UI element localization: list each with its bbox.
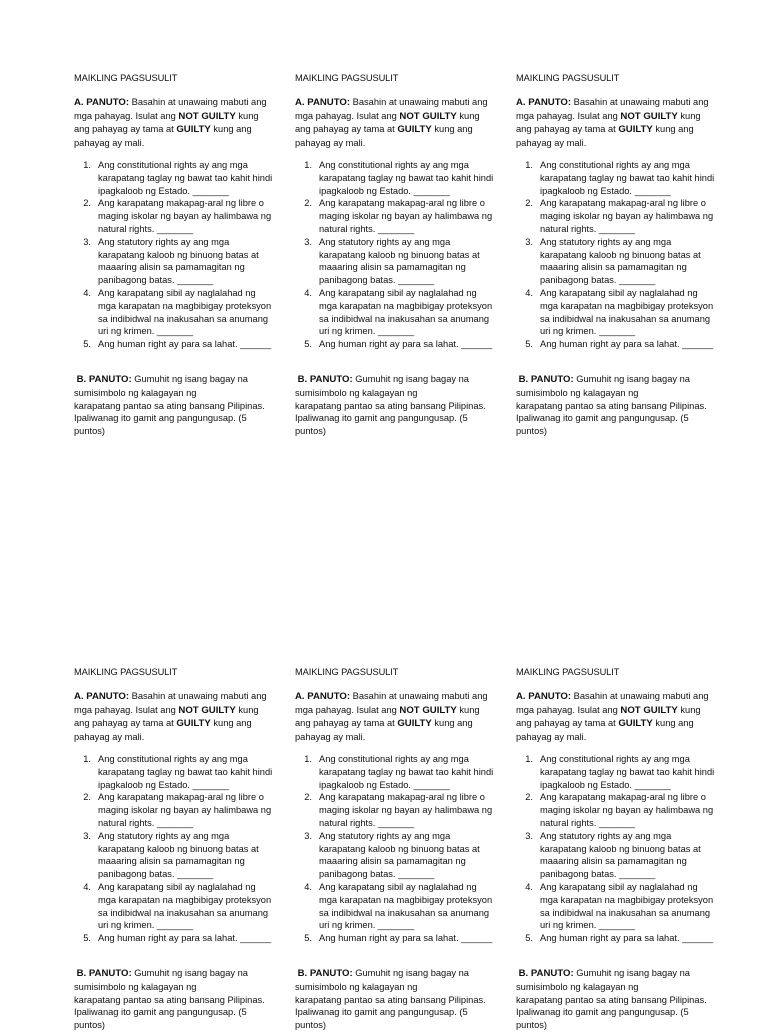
quiz-block-1 — [74, 68, 274, 438]
guilty-keyword: GUILTY — [397, 124, 432, 136]
item-number: 1. — [304, 159, 312, 170]
item-text: Ang karapatang sibil ay naglalahad ng mga karapatan na magbibigay proteksyon sa indibidwal na inakusahan sa anumang uri ng krimen. _______ — [98, 881, 272, 931]
item-text: Ang constitutional rights ay ang mga karapatang taglay ng bawat tao kahit hindi ipagkaloob ng Estado. _______ — [319, 753, 494, 790]
item-text: Ang karapatang makapag-aral ng libre o maging iskolar ng bayan ay halimbawa ng natural rights. _______ — [319, 198, 493, 234]
item-number: 4. — [525, 881, 533, 892]
part-b-text: Gumuhit ng isang bagay na — [573, 373, 690, 384]
part-a-instructions — [74, 690, 274, 744]
list-item — [516, 881, 716, 932]
part-a-text-1: Basahin at unawaing mabuti ang mga pahayag. Isulat ang — [516, 96, 709, 121]
item-text: Ang constitutional rights ay ang mga karapatang taglay ng bawat tao kahit hindi ipagkaloob ng Estado. _______ — [98, 159, 273, 196]
list-item — [516, 197, 716, 235]
list-item — [295, 753, 495, 791]
guilty-keyword: GUILTY — [618, 124, 653, 136]
part-b-line: sumisimbolo ng kalagayan ng — [74, 981, 197, 992]
list-item — [516, 791, 716, 829]
part-b-line: puntos) — [516, 426, 548, 437]
list-item — [74, 197, 274, 235]
part-b-line — [516, 967, 716, 981]
part-b-line: puntos) — [295, 426, 327, 437]
item-number: 4. — [525, 287, 533, 298]
part-b-line: karapatang pantao sa ating bansang Pilipinas. — [516, 400, 707, 411]
part-b-line: Ipaliwanag ito gamit ang pangungusap. (5 — [74, 1007, 247, 1018]
item-text: Ang karapatang sibil ay naglalahad ng mga karapatan na magbibigay proteksyon sa indibidwal na inakusahan sa anumang uri ng krimen. _______ — [540, 881, 714, 931]
part-a-text-1: Basahin at unawaing mabuti ang mga pahayag. Isulat ang — [74, 96, 267, 121]
part-b-line: karapatang pantao sa ating bansang Pilipinas. — [295, 994, 486, 1005]
part-a-text-1: Basahin at unawaing mabuti ang mga pahayag. Isulat ang — [74, 690, 267, 715]
part-a-instructions — [516, 96, 716, 150]
list-item — [295, 830, 495, 881]
part-b-line: puntos) — [516, 1020, 548, 1031]
part-b-line: Ipaliwanag ito gamit ang pangungusap. (5 — [516, 413, 689, 424]
part-b-line — [295, 967, 495, 981]
quiz-title: MAIKLING PAGSUSULIT — [295, 73, 399, 83]
quiz-title: MAIKLING PAGSUSULIT — [295, 667, 399, 677]
list-item — [74, 753, 274, 791]
list-item — [295, 791, 495, 829]
part-b-instructions — [516, 967, 716, 1032]
list-item — [74, 159, 274, 197]
part-a-text-2: kung ang pahayag ay tama at — [295, 110, 480, 135]
item-number: 1. — [83, 159, 91, 170]
item-text: Ang human right ay para sa lahat. ______ — [540, 933, 714, 944]
part-b-label: B. PANUTO: — [518, 373, 574, 385]
quiz-title: MAIKLING PAGSUSULIT — [516, 667, 620, 677]
part-b-label: B. PANUTO: — [518, 967, 574, 979]
list-item — [295, 236, 495, 287]
part-b-line: karapatang pantao sa ating bansang Pilipinas. — [74, 994, 265, 1005]
list-item — [74, 791, 274, 829]
quiz-block-2 — [295, 68, 495, 438]
item-text: Ang constitutional rights ay ang mga karapatang taglay ng bawat tao kahit hindi ipagkaloob ng Estado. _______ — [540, 753, 715, 790]
item-text: Ang karapatang makapag-aral ng libre o maging iskolar ng bayan ay halimbawa ng natural rights. _______ — [540, 792, 714, 828]
guilty-keyword: GUILTY — [176, 124, 211, 136]
part-b-instructions — [516, 373, 716, 438]
part-b-line: sumisimbolo ng kalagayan ng — [295, 387, 418, 398]
statement-list — [74, 159, 274, 351]
item-number: 1. — [525, 159, 533, 170]
item-text: Ang karapatang sibil ay naglalahad ng mga karapatan na magbibigay proteksyon sa indibidwal na inakusahan sa anumang uri ng krimen. _______ — [540, 287, 714, 337]
item-text: Ang human right ay para sa lahat. ______ — [319, 933, 493, 944]
part-b-text: Gumuhit ng isang bagay na — [573, 967, 690, 978]
part-a-text-1: Basahin at unawaing mabuti ang mga pahayag. Isulat ang — [295, 690, 488, 715]
item-text: Ang karapatang makapag-aral ng libre o maging iskolar ng bayan ay halimbawa ng natural rights. _______ — [540, 198, 714, 234]
list-item — [295, 287, 495, 338]
part-a-text-2: kung ang pahayag ay tama at — [74, 110, 259, 135]
item-text: Ang karapatang sibil ay naglalahad ng mga karapatan na magbibigay proteksyon sa indibidwal na inakusahan sa anumang uri ng krimen. _______ — [98, 287, 272, 337]
item-text: Ang constitutional rights ay ang mga karapatang taglay ng bawat tao kahit hindi ipagkaloob ng Estado. _______ — [98, 753, 273, 790]
part-b-line — [516, 373, 716, 387]
item-text: Ang human right ay para sa lahat. ______ — [98, 933, 272, 944]
item-text: Ang karapatang sibil ay naglalahad ng mga karapatan na magbibigay proteksyon sa indibidwal na inakusahan sa anumang uri ng krimen. _______ — [319, 881, 493, 931]
statement-list — [74, 753, 274, 945]
item-text: Ang karapatang makapag-aral ng libre o maging iskolar ng bayan ay halimbawa ng natural rights. _______ — [98, 792, 272, 828]
item-number: 5. — [525, 339, 533, 350]
list-item — [74, 932, 274, 945]
part-a-text-2: kung ang pahayag ay tama at — [295, 704, 480, 729]
item-number: 5. — [83, 339, 91, 350]
list-item — [295, 881, 495, 932]
part-b-line: Ipaliwanag ito gamit ang pangungusap. (5 — [74, 413, 247, 424]
list-item — [74, 287, 274, 338]
item-number: 4. — [304, 881, 312, 892]
statement-list — [516, 753, 716, 945]
item-text: Ang statutory rights ay ang mga karapatang kaloob ng binuong batas at maaaring alisin sa pamamagitan ng panibagong batas. _______ — [319, 830, 480, 880]
item-number: 3. — [83, 830, 91, 841]
list-item — [516, 236, 716, 287]
part-a-instructions — [295, 690, 495, 744]
item-number: 4. — [83, 287, 91, 298]
statement-list — [295, 753, 495, 945]
list-item — [295, 338, 495, 351]
quiz-title: MAIKLING PAGSUSULIT — [74, 667, 178, 677]
part-a-text-2: kung ang pahayag ay tama at — [74, 704, 259, 729]
list-item — [516, 830, 716, 881]
part-b-line: puntos) — [295, 1020, 327, 1031]
part-a-text-1: Basahin at unawaing mabuti ang mga pahayag. Isulat ang — [295, 96, 488, 121]
quiz-block-6 — [516, 662, 716, 1032]
item-text: Ang statutory rights ay ang mga karapatang kaloob ng binuong batas at maaaring alisin sa pamamagitan ng panibagong batas. _______ — [540, 830, 701, 880]
part-b-line: Ipaliwanag ito gamit ang pangungusap. (5 — [295, 413, 468, 424]
item-number: 2. — [83, 198, 91, 209]
part-b-line: karapatang pantao sa ating bansang Pilipinas. — [295, 400, 486, 411]
part-b-text: Gumuhit ng isang bagay na — [131, 967, 248, 978]
list-item — [74, 830, 274, 881]
not-guilty-keyword: NOT GUILTY — [178, 704, 236, 716]
part-a-text-3: kung ang pahayag ay mali. — [516, 124, 694, 149]
part-b-label: B. PANUTO: — [297, 967, 353, 979]
part-b-text: Gumuhit ng isang bagay na — [131, 373, 248, 384]
item-number: 3. — [525, 236, 533, 247]
list-item — [516, 932, 716, 945]
item-number: 2. — [304, 198, 312, 209]
part-b-line: puntos) — [74, 1020, 106, 1031]
list-item — [74, 236, 274, 287]
part-a-label: A. PANUTO: — [516, 690, 572, 702]
part-b-label: B. PANUTO: — [76, 967, 132, 979]
statement-list — [295, 159, 495, 351]
part-a-label: A. PANUTO: — [74, 690, 130, 702]
part-b-text: Gumuhit ng isang bagay na — [352, 373, 469, 384]
item-number: 2. — [83, 792, 91, 803]
item-number: 2. — [304, 792, 312, 803]
item-number: 3. — [304, 830, 312, 841]
item-text: Ang statutory rights ay ang mga karapatang kaloob ng binuong batas at maaaring alisin sa pamamagitan ng panibagong batas. _______ — [319, 236, 480, 286]
list-item — [516, 159, 716, 197]
part-b-text: Gumuhit ng isang bagay na — [352, 967, 469, 978]
part-b-instructions — [295, 967, 495, 1032]
part-a-label: A. PANUTO: — [74, 96, 130, 108]
item-number: 5. — [525, 933, 533, 944]
item-number: 1. — [525, 753, 533, 764]
part-b-instructions — [295, 373, 495, 438]
part-a-text-3: kung ang pahayag ay mali. — [516, 718, 694, 743]
item-number: 5. — [83, 933, 91, 944]
not-guilty-keyword: NOT GUILTY — [399, 704, 457, 716]
list-item — [516, 287, 716, 338]
part-b-line: sumisimbolo ng kalagayan ng — [516, 981, 639, 992]
item-number: 2. — [525, 198, 533, 209]
item-text: Ang human right ay para sa lahat. ______ — [98, 339, 272, 350]
quiz-block-3 — [516, 68, 716, 438]
part-a-text-3: kung ang pahayag ay mali. — [74, 124, 252, 149]
list-item — [74, 881, 274, 932]
not-guilty-keyword: NOT GUILTY — [178, 110, 236, 122]
not-guilty-keyword: NOT GUILTY — [620, 704, 678, 716]
quiz-title: MAIKLING PAGSUSULIT — [516, 73, 620, 83]
part-b-line: sumisimbolo ng kalagayan ng — [516, 387, 639, 398]
not-guilty-keyword: NOT GUILTY — [399, 110, 457, 122]
part-a-instructions — [74, 96, 274, 150]
list-item — [516, 753, 716, 791]
item-text: Ang karapatang sibil ay naglalahad ng mga karapatan na magbibigay proteksyon sa indibidwal na inakusahan sa anumang uri ng krimen. _______ — [319, 287, 493, 337]
guilty-keyword: GUILTY — [618, 718, 653, 730]
item-text: Ang karapatang makapag-aral ng libre o maging iskolar ng bayan ay halimbawa ng natural rights. _______ — [319, 792, 493, 828]
part-a-label: A. PANUTO: — [295, 690, 351, 702]
part-a-label: A. PANUTO: — [295, 96, 351, 108]
item-number: 5. — [304, 339, 312, 350]
item-number: 1. — [83, 753, 91, 764]
part-a-text-3: kung ang pahayag ay mali. — [74, 718, 252, 743]
guilty-keyword: GUILTY — [397, 718, 432, 730]
part-b-line: Ipaliwanag ito gamit ang pangungusap. (5 — [295, 1007, 468, 1018]
item-text: Ang statutory rights ay ang mga karapatang kaloob ng binuong batas at maaaring alisin sa pamamagitan ng panibagong batas. _______ — [98, 830, 259, 880]
part-a-text-3: kung ang pahayag ay mali. — [295, 718, 473, 743]
list-item — [295, 159, 495, 197]
statement-list — [516, 159, 716, 351]
part-b-line: karapatang pantao sa ating bansang Pilipinas. — [516, 994, 707, 1005]
part-a-label: A. PANUTO: — [516, 96, 572, 108]
part-a-instructions — [516, 690, 716, 744]
item-text: Ang statutory rights ay ang mga karapatang kaloob ng binuong batas at maaaring alisin sa pamamagitan ng panibagong batas. _______ — [98, 236, 259, 286]
list-item — [295, 932, 495, 945]
guilty-keyword: GUILTY — [176, 718, 211, 730]
part-b-line — [74, 967, 274, 981]
part-a-text-1: Basahin at unawaing mabuti ang mga pahayag. Isulat ang — [516, 690, 709, 715]
part-a-text-3: kung ang pahayag ay mali. — [295, 124, 473, 149]
item-number: 2. — [525, 792, 533, 803]
quiz-title: MAIKLING PAGSUSULIT — [74, 73, 178, 83]
part-a-text-2: kung ang pahayag ay tama at — [516, 110, 701, 135]
item-number: 4. — [304, 287, 312, 298]
part-b-line — [295, 373, 495, 387]
part-b-instructions — [74, 373, 274, 438]
part-b-line: sumisimbolo ng kalagayan ng — [295, 981, 418, 992]
item-number: 3. — [304, 236, 312, 247]
item-number: 4. — [83, 881, 91, 892]
part-b-label: B. PANUTO: — [297, 373, 353, 385]
part-b-line: Ipaliwanag ito gamit ang pangungusap. (5 — [516, 1007, 689, 1018]
list-item — [295, 197, 495, 235]
part-b-line: puntos) — [74, 426, 106, 437]
part-a-text-2: kung ang pahayag ay tama at — [516, 704, 701, 729]
item-number: 1. — [304, 753, 312, 764]
item-number: 5. — [304, 933, 312, 944]
part-b-line — [74, 373, 274, 387]
item-text: Ang human right ay para sa lahat. ______ — [319, 339, 493, 350]
item-number: 3. — [525, 830, 533, 841]
item-text: Ang statutory rights ay ang mga karapatang kaloob ng binuong batas at maaaring alisin sa pamamagitan ng panibagong batas. _______ — [540, 236, 701, 286]
part-b-line: karapatang pantao sa ating bansang Pilipinas. — [74, 400, 265, 411]
part-a-instructions — [295, 96, 495, 150]
quiz-block-5 — [295, 662, 495, 1032]
item-text: Ang karapatang makapag-aral ng libre o maging iskolar ng bayan ay halimbawa ng natural rights. _______ — [98, 198, 272, 234]
item-number: 3. — [83, 236, 91, 247]
item-text: Ang constitutional rights ay ang mga karapatang taglay ng bawat tao kahit hindi ipagkaloob ng Estado. _______ — [319, 159, 494, 196]
list-item — [516, 338, 716, 351]
not-guilty-keyword: NOT GUILTY — [620, 110, 678, 122]
list-item — [74, 338, 274, 351]
item-text: Ang constitutional rights ay ang mga karapatang taglay ng bawat tao kahit hindi ipagkaloob ng Estado. _______ — [540, 159, 715, 196]
quiz-block-4 — [74, 662, 274, 1032]
part-b-label: B. PANUTO: — [76, 373, 132, 385]
part-b-line: sumisimbolo ng kalagayan ng — [74, 387, 197, 398]
part-b-instructions — [74, 967, 274, 1032]
item-text: Ang human right ay para sa lahat. ______ — [540, 339, 714, 350]
